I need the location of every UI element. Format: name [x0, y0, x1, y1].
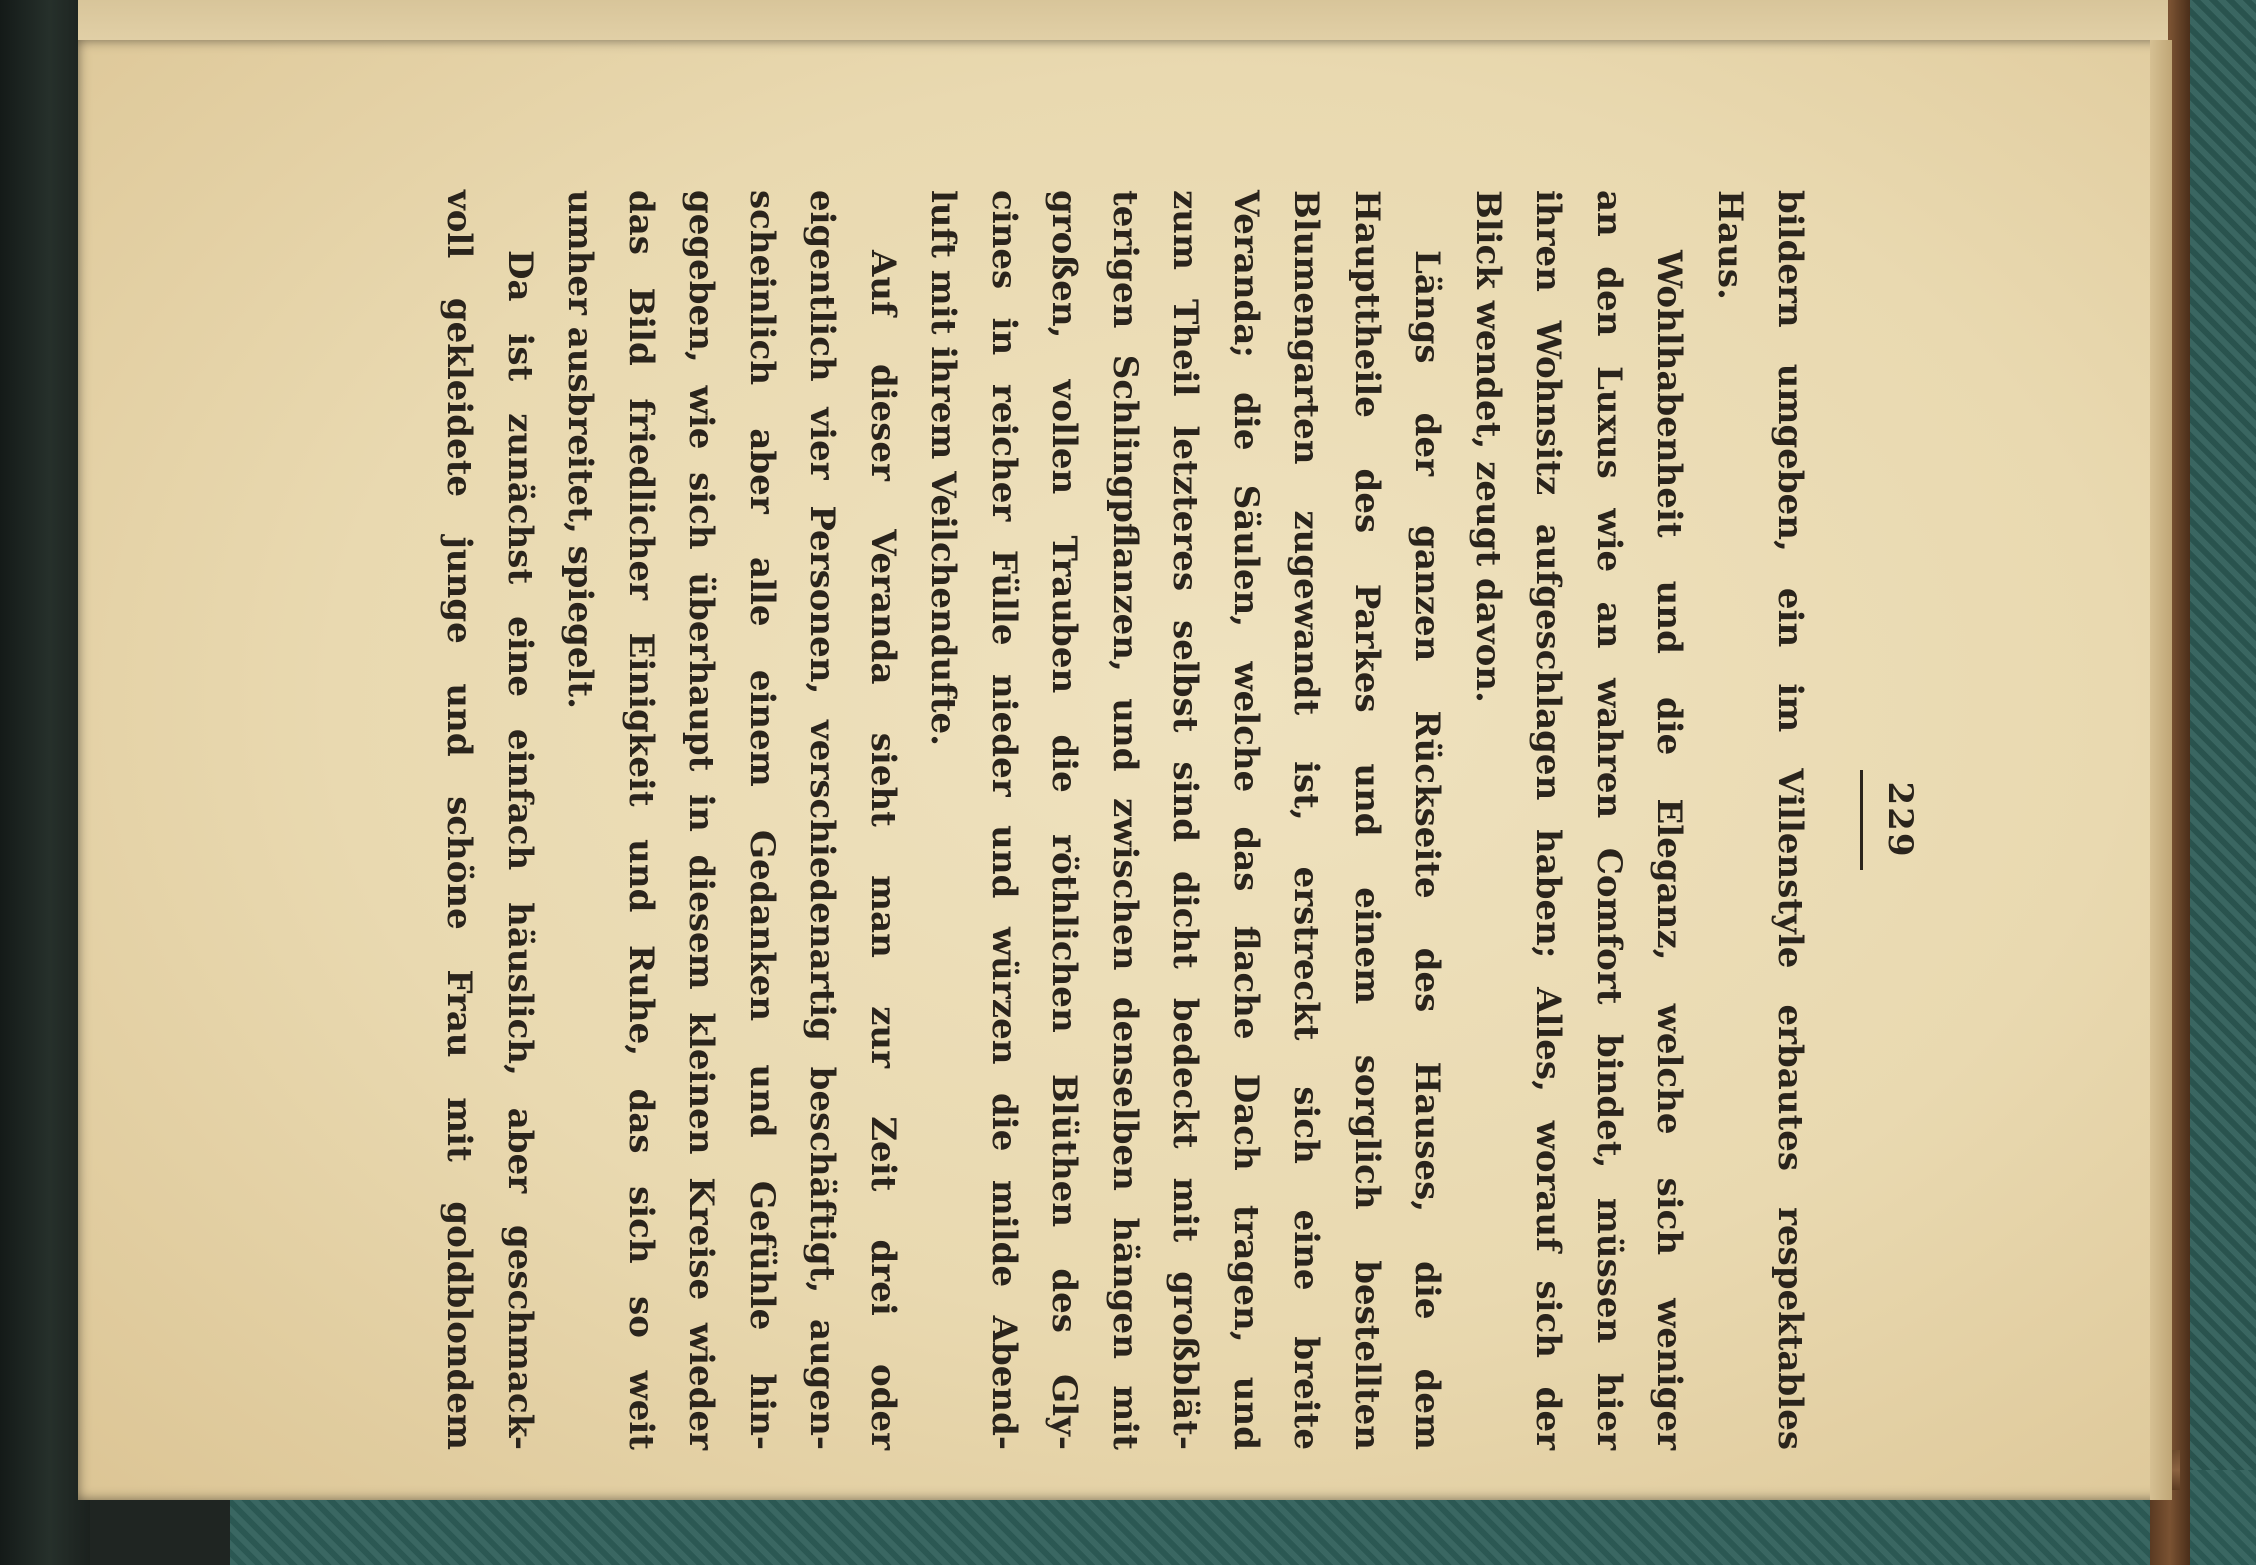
- text-line: das Bild friedlicher Einigkeit und Ruhe, das sich so weit: [621, 190, 661, 1450]
- text-line: Auf dieser Veranda sieht man zur Zeit drei oder: [863, 250, 903, 1450]
- page-text-rotated: [350, 190, 1930, 1450]
- text-line: gegeben, wie sich überhaupt in diesem kleinen Kreise wieder: [681, 190, 722, 1450]
- book-cover-left: [0, 0, 90, 1565]
- text-line: zum Theil letzteres selbst sind dicht bedeckt mit großblät-: [1165, 190, 1206, 1450]
- text-line: bildern umgeben, ein im Villenstyle erbautes respektables: [1770, 190, 1811, 1450]
- text-line: Längs der ganzen Rückseite des Hauses, die dem: [1407, 250, 1448, 1450]
- text-line: Blumengarten zugewandt ist, erstreckt sich eine breite: [1286, 190, 1327, 1450]
- text-line: Veranda; die Säulen, welche das flache Dach tragen, und: [1226, 190, 1266, 1450]
- text-line: großen, vollen Trauben die röthlichen Blüthen des Gly-: [1044, 190, 1085, 1450]
- page-number: 229: [1880, 781, 1920, 859]
- text-line: umher ausbreitet, spiegelt.: [560, 190, 601, 709]
- page-stack-edge: [2150, 40, 2172, 1500]
- text-line: an den Luxus wie an wahren Comfort bindet, müssen hier: [1589, 190, 1629, 1450]
- text-line: Wohlhabenheit und die Eleganz, welche sich weniger: [1649, 250, 1690, 1450]
- text-line: scheinlich aber alle einem Gedanken und Gefühle hin-: [742, 190, 782, 1450]
- text-line: eigentlich vier Personen, verschiedenartig beschäftigt, augen-: [802, 190, 843, 1450]
- text-line: Blick wendet, zeugt davon.: [1468, 190, 1508, 703]
- text-line: cines in reicher Fülle nieder und würzen die milde Abend-: [984, 190, 1024, 1450]
- text-line: Haupttheile des Parkes und einem sorglich bestellten: [1347, 190, 1387, 1450]
- text-line: terigen Schlingpflanzen, und zwischen denselben hängen mit: [1105, 190, 1145, 1450]
- text-line: Da ist zunächst eine einfach häuslich, aber geschmack-: [500, 250, 540, 1450]
- text-line: voll gekleidete junge und schöne Frau mit goldblondem: [439, 190, 480, 1450]
- text-line: luft mit ihrem Veilchendufte.: [923, 190, 964, 747]
- text-line: Haus.: [1710, 190, 1750, 300]
- text-lines: [429, 190, 1821, 1450]
- header-rule: [1861, 770, 1864, 870]
- page-header: [1821, 190, 1931, 1450]
- text-line: ihren Wohnsitz aufgeschlagen haben; Alles, worauf sich der: [1528, 190, 1569, 1450]
